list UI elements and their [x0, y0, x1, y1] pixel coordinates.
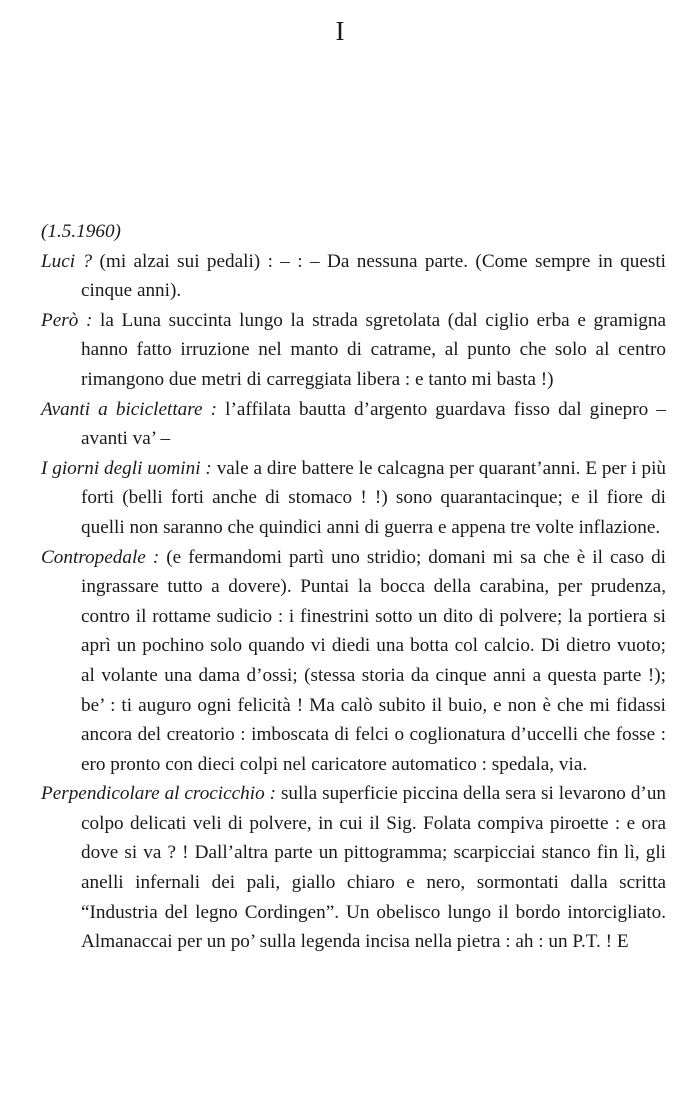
entry-text: l’affilata bautta d’argento guardava fisso dal ginepro – avanti va’ –	[81, 398, 666, 450]
entry-text: (mi alzai sui pedali) : – : – Da nessuna parte. (Come sempre in questi cinque anni).	[81, 250, 666, 302]
entry-label: Luci ?	[41, 250, 93, 272]
entry-label: Però :	[41, 309, 93, 331]
entry-giorni	[41, 454, 666, 543]
entry-text: sulla superficie piccina della sera si levarono d’un colpo delicati veli di polvere, in cui il Sig. Folata compiva piroette : e ora dove si va ? ! Dall’altra parte un pittogramma; scarpicciai stanco fin lì, gli anelli infernali dei pali, giallo chiaro e nero, sormontati dalla scritta “Industria del legno Cordingen”. Un obelisco lungo il bordo intorcigliato. Almanaccai per un po’ sulla legenda incisa nella pietra : ah : un P.T. ! E	[81, 783, 667, 953]
entry-label: Perpendicolare al crocicchio :	[41, 783, 277, 805]
entry-contropedale	[41, 543, 666, 780]
entry-luci	[41, 247, 666, 306]
body-text	[41, 217, 666, 957]
chapter-number: I	[335, 16, 346, 46]
entry-label: I giorni degli uomini :	[41, 457, 212, 479]
entry-pero	[41, 306, 666, 395]
entry-perpendicolare	[41, 779, 666, 957]
entry-label: Contropedale :	[41, 546, 160, 568]
entry-text: (e fermandomi partì uno stridio; domani mi sa che è il caso di ingrassare tutto a dovere). Puntai la bocca della carabina, per prudenza, contro il rottame sudicio : i finestrini sotto un dito di polvere; la portiera si aprì un pochino solo quando vi diedi una botta col calcio. Di dietro vuoto; al volante una dama d’ossi; (stessa storia da cinque anni a questa parte !); be’ : ti auguro ogni felicità ! Ma calò subito il buio, e non è che mi fidassi ancora del creatorio : imboscata di felci o coglionatura d’uccelli che fosse : ero pronto con dieci colpi nel caricatore automatico : spedala, via.	[81, 546, 666, 775]
entry-label: Avanti a biciclettare :	[41, 398, 218, 420]
entry-text: la Luna succinta lungo la strada sgretolata (dal ciglio erba e gramigna hanno fatto irruzione nel manto di catrame, al punto che solo al centro rimangono due metri di carreggiata libera : e tanto mi basta !)	[81, 309, 667, 390]
entry-avanti	[41, 395, 666, 454]
entry-text: vale a dire battere le calcagna per quarant’anni. E per i più forti (belli forti anche di stomaco ! !) sono quarantacinque; e il fiore di quelli non saranno che quindici anni di guerra e appena tre volte inflazione.	[81, 457, 666, 538]
entry-date: (1.5.1960)	[41, 221, 121, 242]
